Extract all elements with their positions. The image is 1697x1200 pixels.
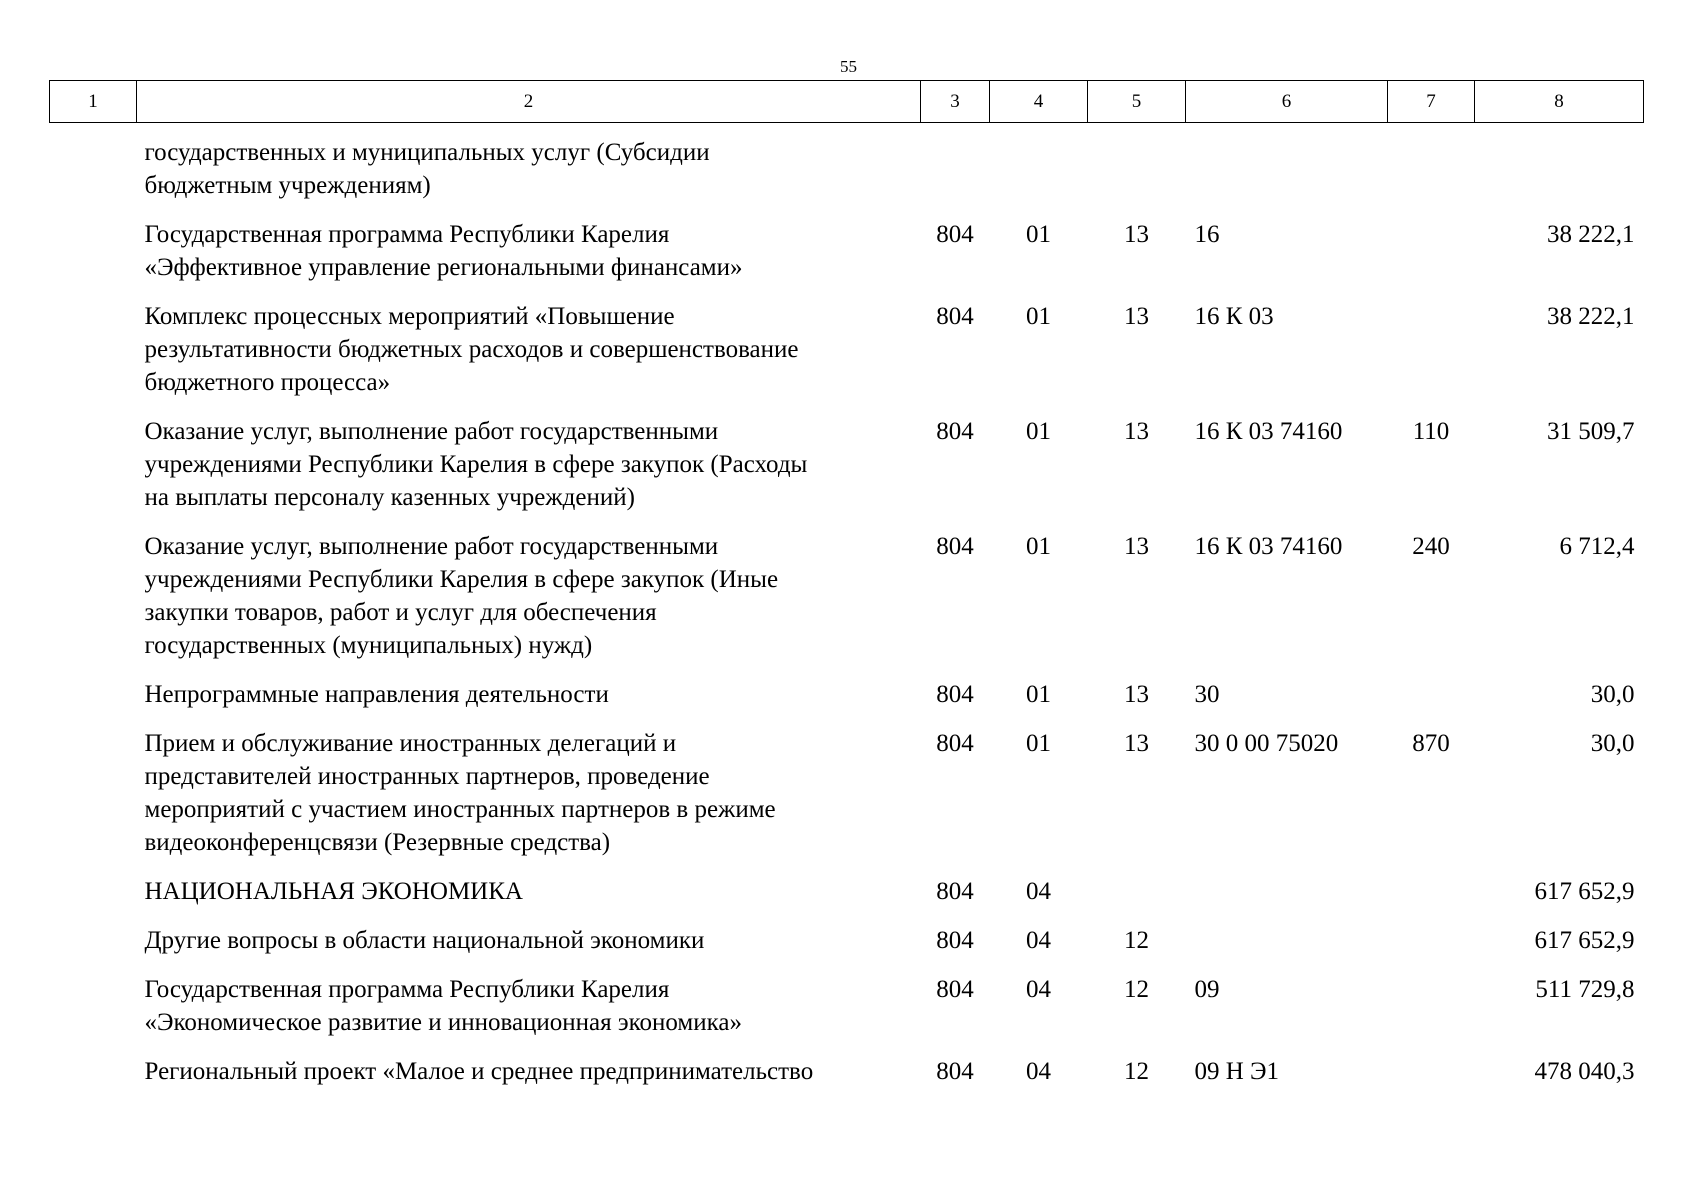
- row-col-6: 16 К 03 74160: [1194, 418, 1343, 445]
- row-col-7: [1388, 218, 1475, 300]
- row-col-5: 13: [1124, 681, 1149, 708]
- row-col-8: 38 222,1: [1547, 221, 1635, 248]
- row-col-4: 01: [1026, 681, 1051, 708]
- row-col-3: 804: [936, 878, 974, 905]
- row-name: Региональный проект «Малое и среднее предпринимательство: [144, 1058, 814, 1085]
- row-col-7: [1388, 678, 1475, 727]
- row-col-8: 617 652,9: [1534, 878, 1635, 905]
- row-name: НАЦИОНАЛЬНАЯ ЭКОНОМИКА: [144, 878, 523, 905]
- row-name: Оказание услуг, выполнение работ государственными учреждениями Республики Карелия в сфере закупок (Расходы на выплаты персоналу казенных учреждений): [144, 418, 808, 511]
- row-col-4: 04: [1026, 976, 1051, 1003]
- row-col-6: 16 К 03: [1194, 303, 1274, 330]
- header-row: [50, 81, 1644, 123]
- row-col-3: 804: [936, 730, 974, 757]
- row-col-7: [1388, 123, 1475, 219]
- row-col-7: [1388, 300, 1475, 415]
- budget-table: [49, 80, 1644, 1104]
- row-col-8: 478 040,3: [1534, 1058, 1635, 1085]
- table-row: [50, 678, 1644, 727]
- row-col-8: [1475, 123, 1644, 219]
- table-row: [50, 1055, 1644, 1104]
- row-col-8: 30,0: [1590, 730, 1635, 757]
- row-col-7: [1388, 924, 1475, 973]
- row-col-4: 04: [1026, 1058, 1051, 1085]
- header-col-1: 1: [50, 81, 137, 123]
- row-col-5: [1088, 875, 1186, 924]
- table-row: [50, 875, 1644, 924]
- row-col-3: 804: [936, 927, 974, 954]
- row-col-7: 240: [1412, 533, 1450, 560]
- row-col-6: 16 К 03 74160: [1194, 533, 1343, 560]
- row-name: Государственная программа Республики Карелия «Эффективное управление региональными финансами»: [144, 221, 743, 281]
- row-col-8: 38 222,1: [1547, 303, 1635, 330]
- row-col-4: 01: [1026, 418, 1051, 445]
- row-col-4: [990, 123, 1088, 219]
- row-name: Непрограммные направления деятельности: [144, 681, 609, 708]
- row-col-5: 12: [1124, 927, 1149, 954]
- header-col-3: 3: [921, 81, 990, 123]
- table-row: [50, 300, 1644, 415]
- table-header: [50, 81, 1644, 123]
- row-col-6: 16: [1194, 221, 1220, 248]
- row-col-3: 804: [936, 681, 974, 708]
- row-col-4: 01: [1026, 221, 1051, 248]
- row-col-8: 6 712,4: [1559, 533, 1635, 560]
- row-col-6: 09 Н Э1: [1194, 1058, 1280, 1085]
- row-name: Государственная программа Республики Карелия «Экономическое развитие и инновационная экономика»: [144, 976, 742, 1036]
- table-row: [50, 415, 1644, 530]
- row-col-4: 04: [1026, 927, 1051, 954]
- row-col-3: 804: [936, 418, 974, 445]
- row-col-6: [1186, 924, 1388, 973]
- row-col-7: [1388, 1055, 1475, 1104]
- row-col-6: [1186, 875, 1388, 924]
- row-col-3: 804: [936, 976, 974, 1003]
- table-body: [50, 123, 1644, 1105]
- row-col-4: 04: [1026, 878, 1051, 905]
- header-col-2: 2: [137, 81, 921, 123]
- row-col-7: [1388, 973, 1475, 1055]
- table-row: [50, 727, 1644, 875]
- row-col-5: 13: [1124, 730, 1149, 757]
- table-row: [50, 924, 1644, 973]
- row-col-3: 804: [936, 533, 974, 560]
- row-col-7: 870: [1412, 730, 1450, 757]
- row-col-3: [921, 123, 990, 219]
- row-col-5: 12: [1124, 976, 1149, 1003]
- row-col-5: 13: [1124, 418, 1149, 445]
- header-col-4: 4: [990, 81, 1088, 123]
- page-number: 55: [840, 57, 857, 76]
- row-col-4: 01: [1026, 730, 1051, 757]
- row-col-4: 01: [1026, 533, 1051, 560]
- row-name: Другие вопросы в области национальной экономики: [144, 927, 705, 954]
- row-col-8: 31 509,7: [1547, 418, 1635, 445]
- row-col-3: 804: [936, 303, 974, 330]
- row-name: Оказание услуг, выполнение работ государственными учреждениями Республики Карелия в сфере закупок (Иные закупки товаров, работ и услуг для обеспечения государственных (муниципальных) нужд): [144, 533, 779, 659]
- row-col-6: [1186, 123, 1388, 219]
- row-col-3: 804: [936, 1058, 974, 1085]
- row-col-3: 804: [936, 221, 974, 248]
- row-col-5: 13: [1124, 221, 1149, 248]
- row-col-5: [1088, 123, 1186, 219]
- row-col-5: 13: [1124, 303, 1149, 330]
- row-name: Комплекс процессных мероприятий «Повышение результативности бюджетных расходов и совершенствование бюджетного процесса»: [144, 303, 799, 396]
- table-row: [50, 530, 1644, 678]
- header-col-6: 6: [1186, 81, 1388, 123]
- row-name: государственных и муниципальных услуг (Субсидии бюджетным учреждениям): [144, 139, 710, 199]
- row-col-8: 617 652,9: [1534, 927, 1635, 954]
- table-row: [50, 973, 1644, 1055]
- row-col-8: 511 729,8: [1535, 976, 1635, 1003]
- row-col-4: 01: [1026, 303, 1051, 330]
- row-col-7: [1388, 875, 1475, 924]
- row-col-5: 12: [1124, 1058, 1149, 1085]
- row-col-5: 13: [1124, 533, 1149, 560]
- table-row: [50, 218, 1644, 300]
- row-col-7: 110: [1412, 418, 1450, 445]
- row-col-6: 30 0 00 75020: [1194, 730, 1339, 757]
- table-row: [50, 123, 1644, 219]
- row-col-8: 30,0: [1590, 681, 1635, 708]
- header-col-7: 7: [1388, 81, 1475, 123]
- row-name: Прием и обслуживание иностранных делегаций и представителей иностранных партнеров, проведение мероприятий с участием иностранных партнеров в режиме видеоконференцсвязи (Резервные средства): [144, 730, 776, 856]
- header-col-8: 8: [1475, 81, 1644, 123]
- header-col-5: 5: [1088, 81, 1186, 123]
- row-col-6: 30: [1194, 681, 1220, 708]
- row-col-6: 09: [1194, 976, 1220, 1003]
